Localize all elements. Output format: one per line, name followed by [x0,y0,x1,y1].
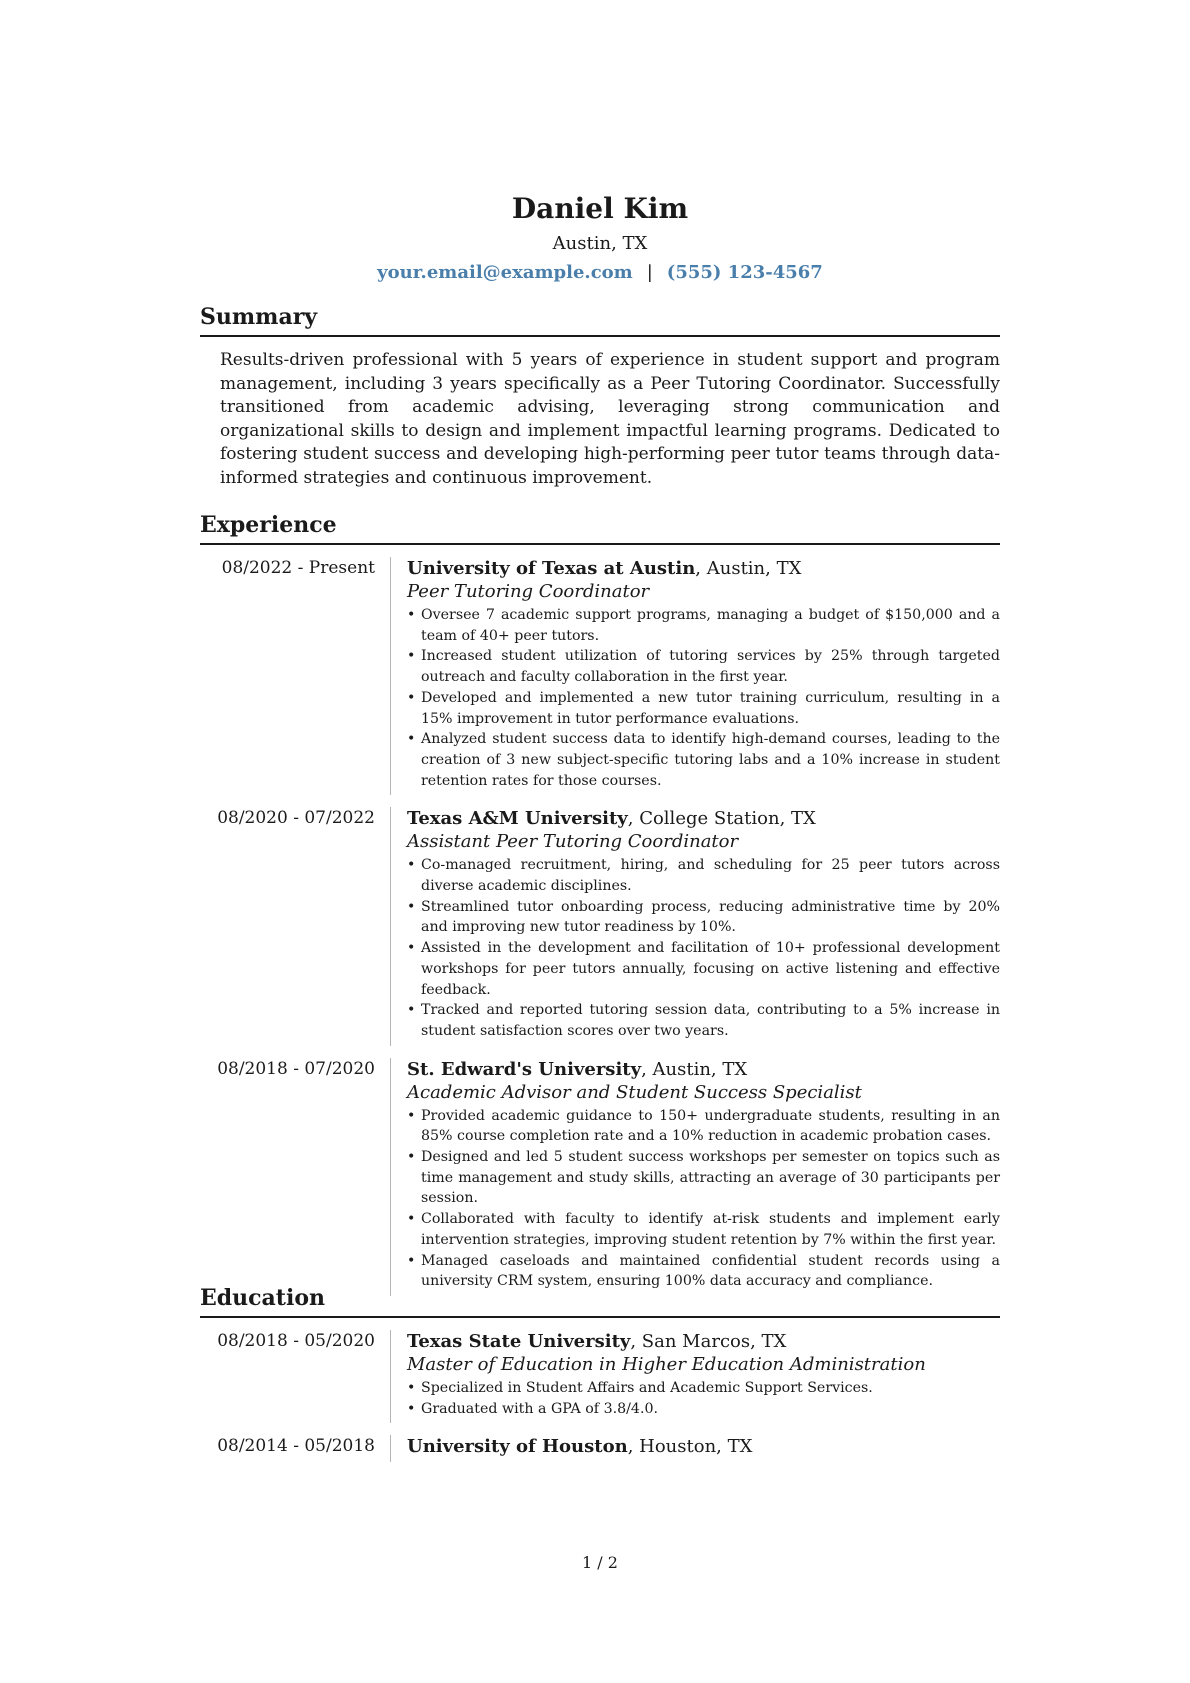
entry-organization: University of Texas at Austin [407,558,696,579]
entry-bullets [407,1106,1000,1292]
bullet-item: • Provided academic guidance to 150+ undergraduate students, resulting in an 85% course completion rate and a 10% reduction in academic probation cases. [407,1106,1000,1147]
summary-paragraph: Results-driven professional with 5 years of experience in student support and program management, including 3 years specifically as a Peer Tutoring Coordinator. Successfully transitioned from academic advising, leveraging strong communication and organizational skills to design and implement impactful learning programs. Dedicated to fostering student success and developing high-performing peer tutor teams through data-informed strategies and continuous improvement. [220,350,1000,488]
entry-organization: Texas State University [407,1331,631,1352]
experience-entry [200,1058,1000,1296]
entry-location: , Austin, TX [695,558,802,579]
bullet-item: • Assisted in the development and facilitation of 10+ professional development workshops for peer tutors annually, focusing on active listening and effective feedback. [407,938,1000,1000]
entry-body [390,1330,1000,1423]
phone-link[interactable]: (555) 123-4567 [666,262,823,283]
entry-role: Assistant Peer Tutoring Coordinator [407,831,739,853]
entry-body [390,557,1000,795]
bullet-item: • Graduated with a GPA of 3.8/4.0. [407,1399,1000,1420]
candidate-location: Austin, TX [552,233,648,254]
entry-organization: University of Houston [407,1436,628,1458]
entry-location: , Houston, TX [627,1436,753,1458]
bullet-item: • Collaborated with faculty to identify at-risk students and implement early intervention strategies, improving student retention by 7% within the first year. [407,1209,1000,1250]
entry-bullets [407,1378,1000,1419]
bullet-item: • Oversee 7 academic support programs, managing a budget of $150,000 and a team of 40+ peer tutors. [407,605,1000,646]
education-entry [200,1435,1000,1462]
entry-location: , College Station, TX [627,808,816,830]
summary-heading: Summary [200,303,1000,337]
entry-body [390,807,1000,1045]
entry-organization: Texas A&M University [407,808,628,830]
bullet-item: • Co-managed recruitment, hiring, and scheduling for 25 peer tutors across diverse academic disciplines. [407,855,1000,896]
entry-heading [407,1330,1000,1353]
entry-body [390,1435,1000,1462]
entry-dates: 08/2022 - Present [221,558,375,578]
entry-dates: 08/2014 - 05/2018 [217,1436,375,1457]
entry-heading [407,807,1000,830]
entry-location: , Austin, TX [641,1058,748,1080]
entry-role: Peer Tutoring Coordinator [407,581,650,602]
entry-degree: Master of Education in Higher Education Administration [407,1354,926,1375]
entry-bullets [407,605,1000,791]
bullet-item: • Designed and led 5 student success workshops per semester on topics such as time management and study skills, attracting an average of 30 participants per session. [407,1147,1000,1209]
experience-section [200,511,1000,1296]
entry-dates: 08/2018 - 07/2020 [217,1058,375,1079]
entry-heading [407,1435,1000,1458]
entry-dates: 08/2020 - 07/2022 [217,808,375,829]
candidate-name: Daniel Kim [511,192,689,225]
entry-dates: 08/2018 - 05/2020 [217,1331,375,1351]
entry-body [390,1058,1000,1296]
email-link[interactable]: your.email@example.com [377,262,633,283]
resume-header [200,192,1000,285]
education-heading: Education [200,1284,1000,1318]
entry-bullets [407,855,1000,1041]
entry-heading [407,557,1000,580]
bullet-item: • Developed and implemented a new tutor training curriculum, resulting in a 15% improvement in tutor performance evaluations. [407,688,1000,729]
bullet-item: • Analyzed student success data to identify high-demand courses, leading to the creation of 3 new subject-specific tutoring labs and a 10% increase in student retention rates for those courses. [407,729,1000,791]
summary-section [200,303,1000,490]
contact-separator: | [646,262,653,283]
entry-heading [407,1058,1000,1081]
experience-entry [200,557,1000,795]
entry-role: Academic Advisor and Student Success Specialist [407,1081,862,1103]
education-section [200,1284,1000,1462]
bullet-item: • Increased student utilization of tutoring services by 25% through targeted outreach and faculty collaboration in the first year. [407,646,1000,687]
bullet-item: • Tracked and reported tutoring session data, contributing to a 5% increase in student satisfaction scores over two years. [407,1000,1000,1041]
entry-location: , San Marcos, TX [630,1331,787,1352]
bullet-item: • Managed caseloads and maintained confidential student records using a university CRM system, ensuring 100% data accuracy and compliance. [407,1251,1000,1292]
entry-organization: St. Edward's University [407,1058,642,1080]
page-number: 1 / 2 [582,1553,618,1572]
experience-heading: Experience [200,511,1000,545]
bullet-item: • Specialized in Student Affairs and Academic Support Services. [407,1378,1000,1399]
contact-line [200,261,1000,285]
experience-entry [200,807,1000,1045]
bullet-item: • Streamlined tutor onboarding process, reducing administrative time by 20% and improving new tutor readiness by 10%. [407,897,1000,938]
education-entry [200,1330,1000,1423]
